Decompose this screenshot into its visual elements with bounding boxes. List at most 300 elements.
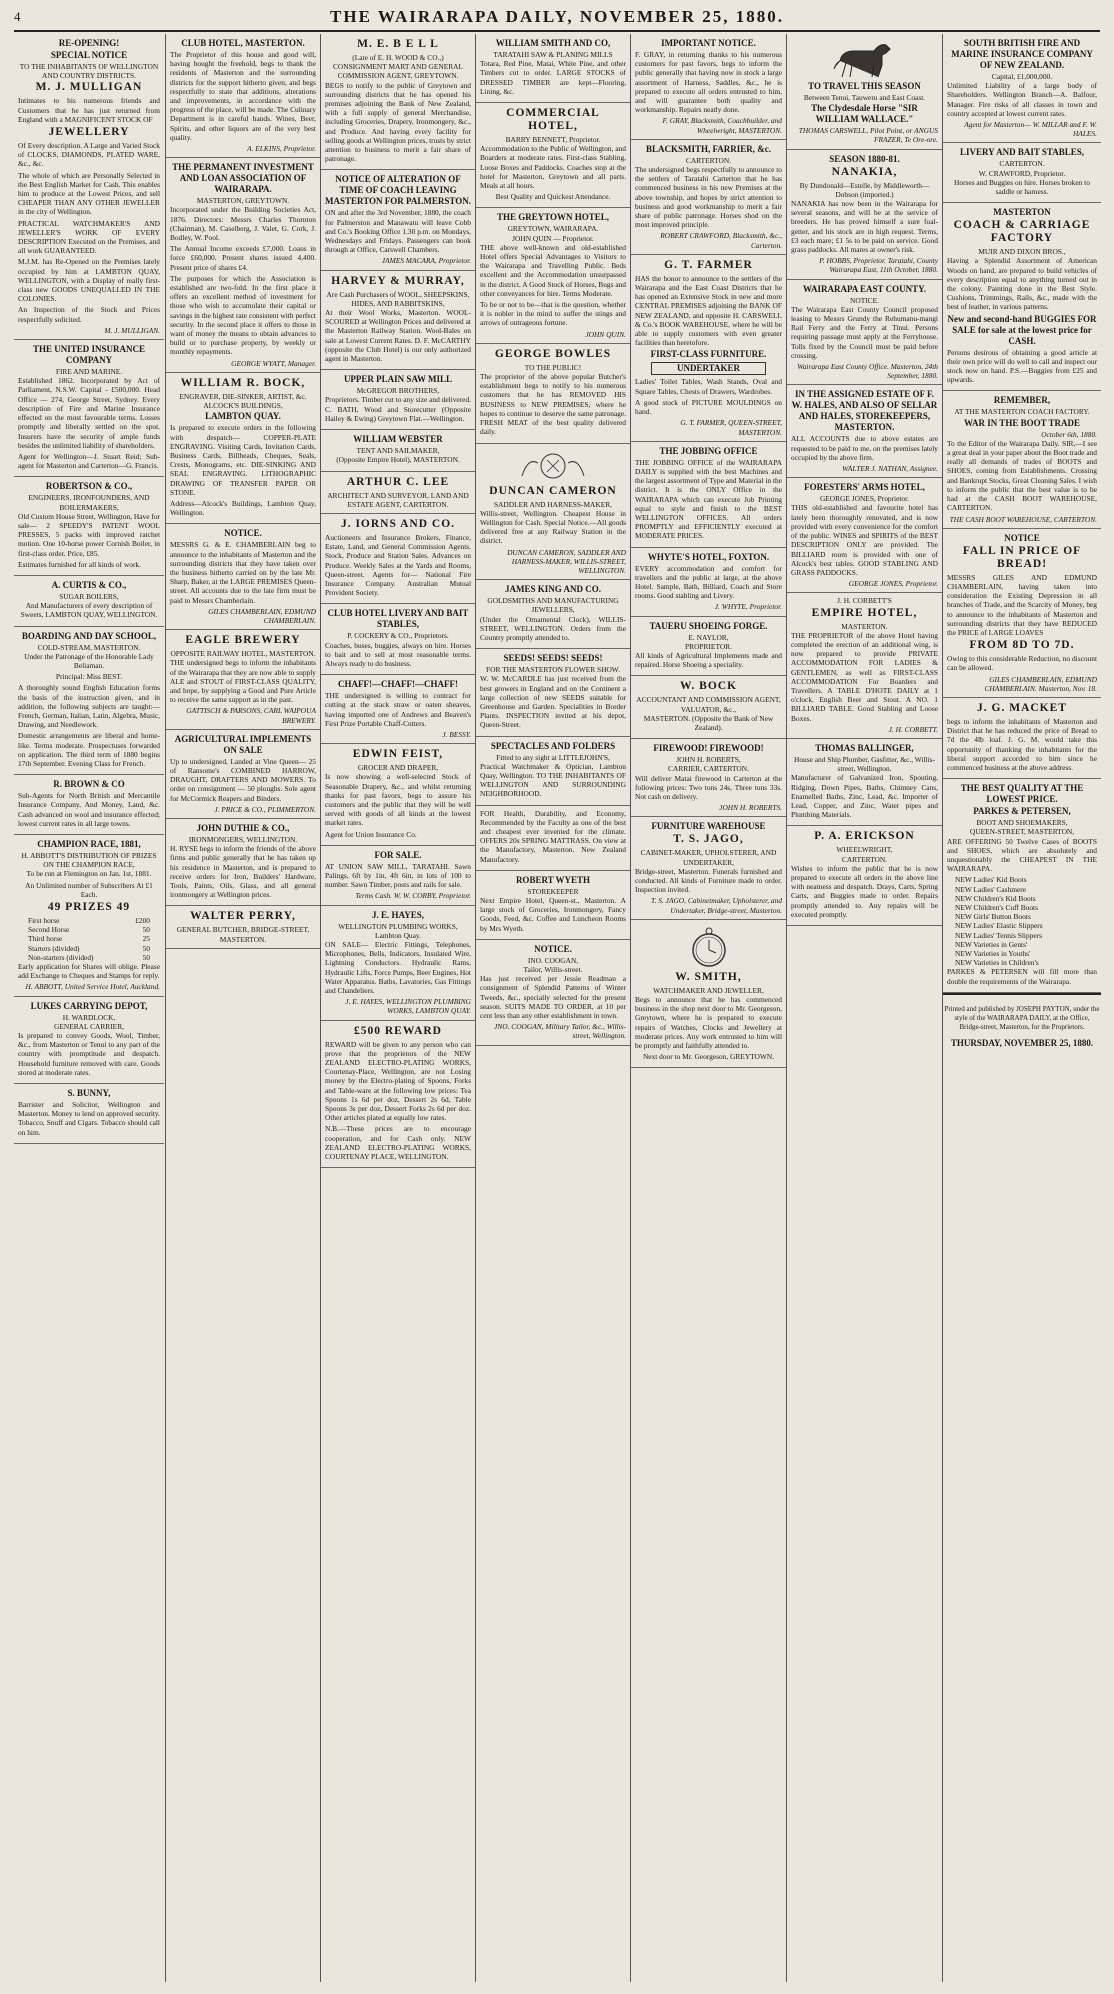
ad-whytes-hotel: [631, 548, 786, 617]
ad-signature: Wairarapa East County Office. Masterton, 24th September, 1880.: [797, 362, 938, 381]
ad-lukes-carrying: [14, 997, 164, 1084]
ad-webster: [321, 430, 475, 471]
ad-mulligan-jeweller: [14, 34, 164, 340]
ad-brown: [14, 775, 164, 835]
ad-text: Next Empire Hotel, Queen-st., Masterton. A large stock of Groceries, Ironmongery, Fancy Goods, Feed, &c. Coffee and Luncheon Rooms by Mrs Wyeth.: [480, 896, 626, 933]
ad-signature: J. BESSY.: [442, 729, 471, 739]
ad-title: The Clydesdale Horse "SIR WILLIAM WALLACE.": [811, 103, 918, 125]
ad-title: R. BROWN & CO: [53, 779, 125, 790]
list-item: NEW Varieties in Youths': [955, 949, 1031, 958]
ad-title: BOARDING AND DAY SCHOOL,: [21, 630, 157, 641]
ad-subtitle: CABINET-MAKER, UPHOLSTERER, AND UNDERTAKER,: [640, 848, 777, 867]
ad-signature: J. H. CORBETT.: [888, 724, 938, 734]
ad-title: BLACKSMITH, FARRIER, &c.: [645, 143, 772, 154]
ad-text: Intimates to his numerous friends and Customers that he has just returned from England with a MAGNIFICENT STOCK OF: [18, 96, 160, 124]
ad-signature: A. ELKINS, Proprietor.: [247, 144, 316, 154]
list-item: NEW Girls' Button Boots: [955, 912, 1031, 922]
ad-text: Up to undersigned, Landed at Vine Queen— 25 of Ransome's COMBINED HARROW, DRAUGHT, DRAFTERS AND MOWERS. To order on consignment — 50 ploughs. Sole agent for McCormick Reapers and Binders.: [170, 756, 316, 803]
ad-text: The Annual Income exceeds £7,000. Loans in force £60,000. Present shares issued 4,400. Present price of shares £4.: [170, 244, 316, 272]
ad-title: £500 REWARD: [354, 1024, 442, 1037]
ad-text: MESSRS GILES AND EDMUND CHAMBERLAIN, having taken into consideration the Existing Depression in all branches of Trade, and the Scarcity of Money, beg to announce to the inhabitants of Masterton and surrounding districts that they have REDUCED the PRICE of LARGE LOAVES: [947, 572, 1097, 637]
ad-text: Under the Patronage of the Honorable Lady Beliaman.: [24, 651, 154, 670]
ad-text: Ladies' Toilet Tables, Wash Stands, Oval and Square Tables, Chests of Drawers, Wardrobes.: [635, 377, 782, 396]
ad-text: Early application for Shares will oblige. Please add Exchange to Cheques and Stamps for reply.: [18, 962, 160, 981]
ad-text: Next door to Mr. Georgeson, GREYTOWN.: [642, 1052, 775, 1062]
ad-text: THE above well-known and old-established Hotel offers Special Advantages to Visitors to the Wairarapa and Travelling Public. Beds excellent and the Accommodation unsurpassed in the district. A Good Stock of Horses, Bugs and other conveyances for hire. Terms Moderate.: [480, 242, 626, 298]
ad-text: F. GRAY, in returning thanks to his numerous customers for past favors, begs to inform the public generally that having now in stock a large assortment of Harness, Saddles, &c., he is prepared to execute all orders entrusted to him, and will guarantee both quality and workmanship. Repairs neatly done.: [635, 50, 782, 115]
prize-line: [18, 934, 160, 943]
ad-text: REWARD will be given to any person who can prove that the proprietors of the NEW ZEALAND ELECTRO-PLATING WORKS, Courtenay-Place, Wellington, are not Losing money by the Electro-plating of Spoons, Forks and Table-ware at the following low prices: Tea Spoons 1s 6d per doz, Dessert 2s 6d, Table Spoons 3s per doz, Dessert Forks 2s 6d per doz. Other articles plated at equally low rates.: [325, 1039, 471, 1123]
ad-signature: THE CASH BOOT WAREHOUSE, CARTERTON.: [949, 514, 1097, 524]
ad-signature: JOHN QUIN.: [585, 329, 626, 339]
ad-title: THOMAS BALLINGER,: [815, 742, 914, 753]
ad-text: TO THE INHABITANTS OF WELLINGTON AND COUNTRY DISTRICTS.: [19, 62, 159, 81]
ad-text: The whole of which are Personally Selected in the Best English Market for Cash. This enables him to produce at the Lowest Prices, and sell CHEAPER THAN ANY OTHER JEWELLER in the city of Wellington.: [18, 170, 160, 217]
ad-subtitle: WHEELWRIGHT,: [836, 845, 893, 855]
ad-nanakia: [787, 150, 942, 280]
ad-signature: J. WHYTE, Proprietor.: [714, 602, 782, 612]
ad-subtitle: TARATAHI SAW & PLANING MILLS: [493, 50, 613, 59]
ad-ballinger: [787, 739, 942, 826]
ad-title: S. BUNNY,: [67, 1088, 111, 1099]
ad-signature: ROBERT CRAWFORD, Blacksmith, &c., Carterton.: [660, 231, 782, 250]
ad-text: Barrister and Solicitor, Wellington and Masterton. Money to lend on approved security. Tobacco, Snuff and Cigars. Tobacco should call on him.: [18, 1100, 160, 1137]
ad-travel-wallace: [787, 34, 942, 150]
ad-text: Owing to this considerable Reduction, no discount can be allowed.: [947, 654, 1097, 673]
ad-text: ALL ACCOUNTS due to above estates are requested to be paid to me, on the premises lately occupied by the above firm.: [791, 434, 938, 462]
prize-label: PRIZES: [65, 901, 113, 914]
ad-title: COACH & CARRIAGE FACTORY: [953, 219, 1091, 245]
ad-text: The undersigned begs respectfully to announce to the settlers of Taratahi Carterton that he has commenced business in his new Premises at the above township, and hopes by strict attention to business and good workmanship to merit a fair share of public patronage. Horses shod on the most improved principle.: [635, 165, 782, 230]
ad-title: LIVERY AND BAIT STABLES,: [959, 147, 1085, 158]
ad-text: BEGS to notify to the public of Greytown and surrounding districts that he has opened his premises adjoining the Bank of New Zealand, with a full supply of general Merchandise, including Groceries, Drapery, Ironmongery, &c., and Produce. And having every facility for selling goods at Wellington prices, trusts by strict attention to business to merit a fair share of patronage.: [325, 80, 471, 164]
ad-subtitle: By Dundonald—Estelle, by Middleworth—Dobson (imported.): [799, 180, 930, 199]
ad-boot-trade: [943, 391, 1101, 528]
ad-smith-sawmill: [476, 34, 630, 103]
ad-title: IMPORTANT NOTICE.: [661, 38, 756, 48]
ad-subtitle: FIRE AND MARINE.: [55, 367, 123, 377]
ad-signature: T. S. JAGO, Cabinetmaker, Upholsterer, and Undertaker, Bridge-street, Masterton.: [651, 896, 782, 915]
newspaper-title: THE WAIRARAPA DAILY, NOVEMBER 25, 1880.: [330, 7, 784, 26]
ad-text: THE undersigned is willing to contract for cutting at the stack straw or oaten sheaves, having imported one of Andrews and Beaven's First Prize Portable Chaff-Cutters.: [325, 691, 471, 728]
ad-title: THE JOBBING OFFICE: [659, 445, 758, 456]
ad-title: FOR SALE.: [374, 849, 422, 860]
ad-text: ON and after the 3rd November, 1880, the coach for Palmerston and Manawatu will leave Cobb and Co.'s Booking Office 1.30 p.m. on Mondays, Wednesdays and Fridays. Passengers can book through at Office, Carswell Chambers.: [325, 208, 471, 255]
list-item: NEW Ladies' Kid Boots: [955, 875, 1027, 885]
ad-title: M. J. MULLIGAN: [35, 81, 143, 94]
ad-title: P. A. ERICKSON: [814, 830, 915, 843]
ad-littlejohn: [476, 737, 630, 806]
ad-title: W. SMITH,: [675, 970, 742, 983]
ad-title: AGRICULTURAL IMPLEMENTS ON SALE: [174, 733, 312, 755]
ad-text: Totara, Red Pine, Matai, White Pine, and other Timbers cut to order. LARGE STOCKS of DRESSED TIMBER are kept—Flooring, Lining, &c.: [480, 59, 626, 96]
ad-livery-stables: [321, 604, 475, 675]
ad-title: FORESTERS' ARMS HOTEL,: [804, 482, 925, 493]
ad-subtitle: MASTERTON.: [841, 621, 888, 631]
ad-title: ROBERTSON & CO.,: [45, 481, 133, 492]
ad-text: Wishes to inform the public that he is now prepared to execute all orders in the above line with neatness and despatch. Drays, Carts, Spring Carts, and Buggies made to order. Repairs promptly attended to. Any repairs will be executed promptly.: [791, 863, 938, 919]
ad-text: FOR Health, Durability, and Economy, Recommended by the Faculty as one of the best and cheapest ever invented for the climate. OFFERS 20s SPRING MATTRASS. On view at the Manufactory, Masterton. New Zealand Manufactory.: [480, 808, 626, 864]
ad-signature: DUNCAN CAMERON, SADDLER AND HARNESS-MAKER, WILLIS-STREET, WELLINGTON.: [507, 547, 626, 575]
ad-text: Having a Splendid Assortment of American Woods on hand, are prepared to build vehicles of every description equal to anything turned out in the colony. Painting done in the Best Style. Cushions, Trimmings, Rails, &c., made with the best of leather, in various patterns.: [947, 256, 1097, 312]
ad-signature: GILES CHAMBERLAIN, EDMUND CHAMBERLAIN. Masterton, Nov. 18.: [984, 674, 1097, 693]
ad-subtitle: GENERAL CARRIER,: [54, 1021, 124, 1031]
ad-text: Will deliver Matai firewood in Carterton at the following prices: Two tons 24s, Three tons 33s. Not cash on delivery.: [635, 773, 782, 801]
ad-signature: Agent for Masterton— W. MILLAR and F. W. HALES.: [964, 120, 1097, 139]
ad-subtitle: COLD-STREAM, MASTERTON.: [37, 642, 141, 652]
ad-subtitle: Tailor, Willis-street.: [523, 965, 583, 975]
ad-lee-architect: [321, 472, 475, 514]
ad-title: EMPIRE HOTEL,: [811, 606, 918, 619]
prize-amount: 25: [142, 934, 150, 944]
ad-text: AT UNION SAW MILL, TARATAHI. Sawn Palings, 6ft by 1in, 4ft 6in, in lots of 100 to number. Sawn Timber, posts and rails for sale.: [325, 861, 471, 890]
ad-subtitle: W. CRAWFORD, Proprietor.: [978, 168, 1066, 178]
ad-text: All kinds of Agricultural Implements made and repaired. Horse Shoeing a speciality.: [635, 650, 782, 670]
list-item: NEW Varieties in Children's: [955, 958, 1039, 968]
prize-amount: 50: [142, 925, 150, 935]
prize-line: [18, 944, 160, 953]
ad-signature: M. J. MULLIGAN.: [104, 325, 160, 335]
imprint-text: Printed and published by JOSEPH PAYTON, under the style of the WAIRARAPA DAILY, at the Office, Bridge-street, Masterton, for the Proprietors.: [944, 1004, 1100, 1032]
ad-subtitle: BOOT AND SHOEMAKERS,: [976, 818, 1068, 828]
ad-text: THE JOBBING OFFICE of the WAIRARAPA DAILY is supplied with the best Machines and the largest assortment of Type and Material in the district. It is the ONLY Office in the WAIRARAPA which can execute Job Printing equal to style and finish to the BEST WELLINGTON OFFICES. All orders PROMPTLY and EFFICIENTLY executed at MODERATE PRICES.: [635, 457, 782, 541]
ad-text: Manufacturer of Galvanized Iron, Spouting, Ridging, Down Pipes, Baths, Chimney Cans, Enamelled Baths, Zinc, Lead, &c. Importer of Lead, Copper, and Zinc, Water pipes and Plumbing Materials.: [791, 773, 938, 820]
ad-title: GEORGE BOWLES: [494, 347, 612, 360]
ad-club-hotel: [166, 34, 320, 158]
ad-text: Practical Watchmaker & Optician, Lambton Quay, Wellington. TO THE INHABITANTS OF WELLINGTON AND SURROUNDING NEIGHBORHOOD.: [480, 761, 626, 799]
ad-subtitle: Capital, £1,000,000.: [991, 72, 1053, 81]
ad-text: Principal: Miss BEST.: [55, 672, 123, 682]
ad-title: COMMERCIAL HOTEL,: [506, 107, 600, 133]
ad-subtitle: STOREKEEPER: [527, 886, 579, 896]
ad-crawford-blacksmith: [631, 140, 786, 255]
ad-signature: Terms Cash. W. W. CORBY, Proprietor.: [355, 891, 471, 901]
ad-text: NANAKIA has now been in the Wairarapa for several seasons, and will be at the service of breeders. He has proved himself a sure foal-getter, and his stock are in high request. Terms, £3 each mare; £1 5s to be paid on service. Good grass paddocks. All mares at owner's risk.: [791, 199, 938, 255]
ad-title: TO TRAVEL THIS SEASON: [808, 81, 921, 91]
list-item: NEW Children's Kid Boots: [955, 893, 1036, 903]
ad-title: LUKES CARRYING DEPOT,: [30, 1000, 148, 1011]
ad-title: FALL IN PRICE OF BREAD!: [962, 544, 1082, 570]
undertaker-banner: UNDERTAKER: [651, 362, 766, 375]
ad-text: Is prepared to execute orders in the following with despatch— COPPER-PLATE ENGRAVING. Visiting Cards, Invitation Cards, Business Cards, Billheads, Cheques, Seals, Crests, Monograms, etc. DIE-SINKING AND SEAL ENGRAVING. LITHOGRAPHIC DRAWING OF TRANSFER PAPER OR STONE.: [170, 423, 316, 497]
list-item: NEW Children's Cuff Boots: [955, 902, 1038, 912]
ad-title: IN THE ASSIGNED ESTATE OF F. W. HALES, AND ALSO OF SELLAR AND HALES, STOREKEEPERS, MASTERTON.: [791, 389, 938, 433]
ad-subtitle: Are Cash Purchasers of WOOL, SHEEPSKINS, HIDES, AND RABBITSKINS,: [326, 289, 470, 308]
ad-chamberlain-notice: [166, 524, 320, 630]
ad-text: To be or not to be—that is the question, whether it is nobler in the mind to suffer the stings and arrows of outrageous fortune.: [480, 300, 626, 328]
ad-upper-plain: [321, 370, 475, 430]
ad-title: CHAMPION RACE, 1881,: [37, 839, 141, 849]
ad-title: CLUB HOTEL LIVERY AND BAIT STABLES,: [327, 608, 469, 630]
ad-text: The purposes for which the Association is established are two-fold. In the first place it offers an excellent method of investment for those who wish to accumulate their capital or savings in the highest rate consistent with perfect security. In the second place it offers to those in want of money the means to obtain advances to build or to purchase property, by weekly or monthly repayments.: [170, 273, 316, 357]
ad-subtitle: GREYTOWN, WAIRARAPA.: [507, 224, 599, 234]
ad-signature: JOHN H. ROBERTS.: [719, 803, 782, 813]
ad-date: October 6th, 1880.: [1041, 429, 1097, 439]
ad-subtitle: AT THE MASTERTON COACH FACTORY.: [954, 407, 1090, 417]
ad-shoeing-forge: [631, 617, 786, 677]
ad-subtitle: H. WARDLOCK,: [62, 1012, 116, 1022]
ad-title: CHAFF!—CHAFF!—CHAFF!: [338, 679, 458, 690]
ad-parkes-petersen: [943, 779, 1101, 993]
ad-title: WILLIAM R. BOCK,: [180, 376, 306, 389]
ad-signature: JAMES MACARA, Proprietor.: [381, 256, 471, 266]
ad-title: TAUERU SHOEING FORGE.: [649, 620, 768, 631]
column-4: [475, 34, 630, 1982]
ad-text: To be run at Flemington on Jan. 1st, 1881.: [26, 869, 152, 879]
watch-illustration: [689, 925, 729, 969]
ad-text: Domestic arrangements are liberal and home-like. Terms moderate. Prospectuses forwarded on application. The third term of 1880 begins 17th September. Evening Class for French.: [18, 731, 160, 768]
ad-title: T. S. JAGO,: [673, 833, 744, 846]
ad-subtitle: CARTERTON.: [999, 159, 1045, 169]
ad-text: Address—Alcock's Buildings, Lambton Quay, Wellington.: [170, 498, 316, 518]
ad-subtitle: GOLDSMITHS AND MANUFACTURING JEWELLERS,: [487, 596, 619, 615]
ad-subtitle: WELLINGTON PLUMBING WORKS, Lambton Quay.: [338, 921, 458, 940]
ad-george-bowles: [476, 344, 630, 444]
boot-list: [947, 875, 1097, 967]
ad-text: Auctioneers and Insurance Brokers, Finance, Estate, Land, and General Commission Agents. Stock, Produce and Station Sales. Advances on Produce. Weekly Sales at the Yards and Rooms, Queen-street. Agents for— National Fire Insurance Company. Australian Mutual Provident Society.: [325, 532, 471, 598]
ad-text: N.B.—These prices are to encourage cooperation, and for Cash only. NEW ZEALAND ELECTRO-PLATING WORKS, COURTENAY PLACE, WELLINGTON.: [325, 1124, 471, 1162]
prize-count: 49: [116, 901, 131, 914]
ad-text: MESSRS G. & E. CHAMBERLAIN beg to announce to the inhabitants of Masterton and the surrounding districts that they have taken over the business hitherto carried on by the late Mr. Sharp, Baker, at the LARGE PREMISES Queen-street. All accounts due to the late firm must be paid to Messrs Chamberlain.: [170, 540, 316, 605]
ad-subtitle: PROPRIETOR.: [685, 641, 732, 651]
ad-commercial-hotel: [476, 103, 630, 208]
ad-text: An Unlimited number of Subscribers At £1 Each.: [25, 880, 153, 899]
ad-title: MASTERTON: [993, 207, 1051, 218]
ad-text: An Inspection of the Stock and Prices respectfully solicited.: [18, 305, 160, 324]
ad-text: H. RYSE begs to inform the friends of the above firms and public generally that he has taken up his residence in Masterton, and is prepared to receive orders for Iron, Builders' Hardware, Tools, Paints, Oils, Glass, and all general ironmongery at Wellington prices.: [170, 844, 316, 900]
prize-line: [18, 953, 160, 962]
column-1: [14, 34, 164, 1982]
list-item: NEW Ladies' Tennis Slippers: [955, 930, 1042, 940]
ad-title: DUNCAN CAMERON: [489, 484, 617, 497]
ad-text: Horses and Buggies on hire. Horses broken to saddle or harness.: [954, 177, 1090, 197]
ad-subtitle: House and Ship Plumber, Gasfitter, &c., Willis-street, Wellington.: [793, 754, 936, 774]
ad-title: A. CURTIS & CO.,: [51, 579, 127, 590]
ad-title: THE UNITED INSURANCE COMPANY: [32, 344, 146, 366]
ad-subtitle: SUGAR BOILERS,: [59, 591, 119, 601]
ad-subtitle: TENT AND SAILMAKER,: [356, 446, 440, 456]
ad-subtitle: NOTICE.: [850, 295, 879, 305]
ad-jobbing-office: [631, 442, 786, 548]
ad-feist: [321, 744, 475, 846]
ad-curtis: [14, 576, 164, 627]
ad-text: THE PROPRIETOR of the above Hotel having completed the erection of an additional wing, is now prepared to provide PRIVATE ACCOMMODATION FOR LADIES & GENTLEMEN, as well as FIRST-CLASS ACCOMMODATION For Boarders and Travellers. A TABLE D'HOTE DAILY at 1 o'clock. English Beer and Stout. A NO. 1 BILLIARD TABLE. Good Stabling and Loose Boxes.: [791, 630, 938, 723]
ad-james-king: [476, 580, 630, 649]
ad-subtitle: Between Tenui, Tauweru and East Coast.: [803, 93, 926, 102]
ad-title: SPECTACLES AND FOLDERS: [490, 740, 616, 751]
ad-text: The proprietor of the above popular Butcher's establishment begs to notify to his numerous customers that he has REMOVED HIS BUSINESS to NEW PREMISES, where he hopes to continue to deserve the same patronage. FRESH MEAT of the best quality delivered daily.: [480, 372, 626, 437]
ad-subtitle: ENGINEERS, IRONFOUNDERS, AND BOILERMAKERS,: [28, 493, 150, 512]
ad-title: ROBERT WYETH: [515, 874, 591, 885]
ad-subtitle: CARTERTON.: [685, 155, 732, 165]
ad-robertson: [14, 477, 164, 576]
column-7: [942, 34, 1101, 1982]
ad-title: W. BOCK: [679, 680, 738, 693]
prize-place: Starters (divided): [28, 943, 80, 953]
ad-text: Has just received per Jessie Readman a consignment of Splendid Patterns of Winter Tweeds, &c., specially selected for the present season. SUITS MADE TO ORDER, at 10 per cent less than any other establishment in town.: [480, 974, 626, 1021]
ad-subtitle: E. NAYLOR,: [688, 632, 729, 642]
ad-text: Bridge-street, Masterton. Funerals furnished and conducted. All kinds of Furniture made to order. Inspection invited.: [635, 866, 782, 895]
ad-text: (Under the Ornamental Clock), WILLIS-STREET, WELLINGTON. Orders from the Country promptly attended to.: [480, 614, 626, 642]
ad-title: WALTER PERRY,: [190, 910, 296, 923]
ad-subtitle: TO THE PUBLIC!: [524, 362, 582, 372]
ad-subtitle: BARRY BENNETT, Proprietor.: [505, 135, 601, 145]
column-6: [786, 34, 942, 1982]
imprint-date: THURSDAY, NOVEMBER 25, 1880.: [950, 1038, 1094, 1049]
ad-title: WILLIAM SMITH AND CO,: [495, 38, 611, 48]
ad-farmer-furniture: [631, 255, 786, 442]
prize-line: [18, 916, 160, 925]
prize-amount: 50: [142, 952, 150, 962]
ad-subtitle: JOHN QUIN — Proprietor.: [512, 233, 594, 243]
ad-text: Unlimited Liability of a large body of Shareholders. Wellington Branch—A. Balfour, Manager. Fire risks of all classes in town and country accepted at lowest current rates.: [947, 81, 1097, 118]
ad-signature: GATTISCH & PARSONS, CARL WAIPOUA BREWERY.: [186, 706, 316, 725]
ad-subtitle: FOR THE MASTERTON FLOWER SHOW.: [486, 665, 620, 675]
ad-coach-factory: [943, 203, 1101, 391]
ad-title: ARTHUR C. LEE: [346, 475, 450, 488]
ad-text: Coaches, buses, buggies, always on hire. Horses to bait and to sell at most reasonable terms. Always ready to do business.: [325, 640, 471, 668]
ad-subtitle: QUEEN-STREET, MASTERTON,: [969, 827, 1075, 837]
ad-subtitle: ACCOUNTANT AND COMMISSION AGENT, VALUATOR, &c.,: [636, 695, 781, 714]
ad-empire-hotel: [787, 593, 942, 739]
ad-robert-wyeth: [476, 871, 630, 940]
ad-signature: GEORGE WYATT, Manager.: [231, 358, 316, 368]
ad-text: Proprietors. Timber cut to any size and delivered. C. BATH, Wood and Storecutter (Opposite Hailey & Ewing) Greytown Flat.—Wellington.: [325, 395, 471, 423]
ad-subtitle: GENERAL BUTCHER, BRIDGE-STREET, MASTERTON.: [176, 925, 310, 944]
ad-text: Begs to announce that he has commenced business in the shop next door to Mr. Georgeson, Greytown, where he is prepared to execute repairs of Watches, Clocks and Jewellery at moderate prices. Any work entrusted to him will be promptly and faithfully attended to.: [635, 995, 782, 1051]
ad-subtitle: MUIR AND DIXON BROS.,: [978, 247, 1066, 257]
ad-subtitle: (Late of E. H. WOOD & CO.,) CONSIGNMENT MART AND GENERAL COMMISSION AGENT, GREYTOWN.: [332, 53, 464, 81]
ad-macket: [943, 698, 1101, 779]
masthead: [14, 4, 1100, 32]
ad-foresters-arms: [787, 478, 942, 593]
ad-text: The Proprietor of this house and good will, having bought the freehold, begs to thank the residents of Masterton and the surrounding districts for the support hitherto given, and begs respectfully to state that additions, alterations and improvements, in accordance with the progress of the place, will be made. The Culinary Department is in careful hands. Wines, Beer, Spirits, and other liquors are of the very best quality.: [170, 50, 316, 142]
ad-title: New and second-hand BUGGIES FOR SALE for sale at the lowest price for CASH.: [947, 313, 1097, 346]
ad-signature: JNO. COOGAN, Military Tailor, &c., Willis-street, Wellington.: [494, 1022, 626, 1041]
ad-subtitle: WATCHMAKER AND JEWELLER,: [653, 985, 764, 995]
ad-text: Accommodation to the Public of Wellington, and Boarders at moderate rates. First-class Stabling, Loose Boxes and Paddocks. Coaches stop at the hotel for Masterton, Greytown and all parts. Meals at all hours.: [480, 144, 626, 191]
ad-title: FURNITURE WAREHOUSE: [651, 821, 766, 832]
ad-text: ON SALE— Electric Fittings, Telephones, Microphones, Bells, Indicators, Insulated Wire, Lightning Conductors. Hydraulic Rams, Hydraulic Lifts, Force Pumps, Beer Engines, Hot Water Apparatus. Baths, Lavatories, Gas Fittings and Chandeliers.: [325, 940, 471, 996]
ad-title: [18, 901, 160, 914]
ad-text: begs to inform the inhabitants of Masterton and District that he has reduced the price of Bread to 7d the 4lb loaf. J. G. M. would take this opportunity of thanking the inhabitants for the liberal support accorded to him since he commenced business at the above address.: [947, 716, 1097, 772]
ad-coogan-tailor: [476, 940, 630, 1046]
ad-coach-notice: [321, 170, 475, 270]
ad-title: EDWIN FEIST,: [352, 748, 444, 761]
ad-title: THE PERMANENT INVESTMENT AND LOAN ASSOCIATION OF WAIRARAPA.: [172, 162, 314, 195]
ad-livery-carterton: [943, 143, 1101, 203]
ad-bread-price: [943, 529, 1101, 698]
ad-title: WAIRARAPA EAST COUNTY.: [802, 283, 927, 294]
ad-bock-engraver: [166, 373, 320, 524]
ad-text: Agent for Union Insurance Co.: [325, 829, 417, 839]
ad-title: SEEDS! SEEDS! SEEDS!: [503, 653, 603, 664]
ad-text: THIS old-established and favourite hotel has lately been thoroughly renovated, and is now provided with every convenience for the comfort of the public. WINES and SPIRITS of the BEST DESCRIPTION ONLY are provided. The BILLIARD room is provided with one of Alcock's best tables. GOOD STABLING AND GRASS PADDOCKS.: [791, 503, 938, 577]
ad-text: Established 1862. Incorporated by Act of Parliament, N.S.W. Capital - £500,000. Head Office — 274, George Street, Sydney. Every description of Fire and Marine Insurance effected on the most favourable terms. Losses promptly and liberally settled on the spot. Insurers have the security of ample funds besides the unlimited liability of shareholders.: [18, 376, 160, 450]
ad-duncan-cameron: [476, 444, 630, 581]
ad-signature: GEORGE JONES, Proprietor.: [848, 579, 938, 589]
ad-wairarapa-east-county: [787, 280, 942, 386]
ad-subtitle: SADDLER AND HARNESS-MAKER,: [493, 499, 613, 509]
list-item: NEW Ladies' Cashmere: [955, 884, 1026, 894]
list-item: NEW Ladies' Elastic Slippers: [955, 921, 1043, 931]
ad-subtitle: H. ABBOTT'S DISTRIBUTION OF PRIZES: [21, 851, 157, 860]
ad-bell-consignment: [321, 34, 475, 170]
ad-text: The Wairarapa East County Council proposed leasing to Messrs Grundy the Rehumanu-mangi Rail Ferry and the Ferry at Tinui. Persons requiring passage must apply at the Ferryhouse. Tolls fixed by the Council must be paid before crossing.: [791, 304, 938, 360]
ad-subtitle: P. COCKERY & CO., Proprietors.: [347, 631, 449, 641]
ad-subtitle: MASTERTON, GREYTOWN.: [196, 196, 290, 206]
ad-title: M. E. B E L L: [357, 38, 439, 50]
ad-title: PARKES & PETERSEN,: [973, 806, 1071, 817]
ad-signature: P. HOBBS, Proprietor. Taratahi, County Wairarapa East, 11th October, 1880.: [819, 256, 938, 275]
ad-text: A good stock of PICTURE MOULDINGS on hand.: [635, 397, 782, 417]
ad-text: Is now showing a well-selected Stock of Seasonable Drapery, &c., and whilst returning thanks for past favors, begs to assure his customers and the public that they will be well served with goods of all kinds at the lowest market rates.: [325, 772, 471, 828]
ad-title: EAGLE BREWERY: [185, 634, 301, 647]
ad-title: NOTICE.: [224, 528, 262, 539]
ad-subtitle: GEORGE JONES, Proprietor.: [819, 494, 910, 504]
ad-permanent-investment: [166, 158, 320, 373]
ad-title: WHYTE'S HOTEL, FOXTON.: [647, 551, 770, 562]
ad-title: WILLIAM WEBSTER: [353, 434, 443, 445]
ad-title: JEWELLERY: [48, 126, 130, 139]
ad-firewood: [631, 739, 786, 817]
prize-place: First horse: [28, 916, 60, 926]
ad-iorns: [321, 514, 475, 604]
ad-south-british: [943, 34, 1101, 143]
ad-signature: J. E. HAYES, WELLINGTON PLUMBING WORKS, LAMBTON QUAY.: [345, 997, 471, 1016]
ad-signature: F. GRAY, Blacksmith, Coachbuilder, and Wheelwright, MASTERTON.: [662, 116, 782, 135]
ad-title: JAMES KING AND CO.: [504, 584, 601, 595]
ad-seeds: [476, 649, 630, 736]
prize-place: Non-starters (divided): [28, 952, 94, 962]
ad-implements: [166, 730, 320, 819]
ad-champion-race: [14, 835, 164, 997]
ad-text: To the Editor of the Wairarapa Daily. SIR,—I see a great deal in your paper about the Boot trade and really all demands of trades of BOOTS and SHOES, coming from Establishments. Crossing and Bankrupt Stocks, Great Cleaning Sales. I wish to inform the public that the best value is to be had at the CASH BOOT WAREHOUSE, CARTERTON.: [947, 438, 1097, 513]
ad-text: Best Quality and Quickest Attendance.: [495, 192, 611, 202]
ad-subtitle: ENGRAVER, DIE-SINKER, ARTIST, &c. ALCOCK'S BUILDINGS,: [179, 391, 307, 411]
ad-title: NOTICE OF ALTERATION OF TIME OF COACH LEAVING MASTERTON FOR PALMERSTON.: [325, 174, 471, 207]
ad-signature: WALTER J. NATHAN, Assignee.: [842, 464, 938, 474]
prize-amount: £200: [135, 916, 150, 926]
ad-reward: [321, 1021, 475, 1169]
ad-subtitle: Fitted to any sight at LITTLEJOHN'S,: [496, 752, 610, 762]
ad-subtitle: GROCER AND DRAPER,: [357, 763, 439, 773]
prize-place: Third horse: [28, 934, 63, 944]
prize-line: [18, 925, 160, 934]
ad-subtitle: IRONMONGERS, WELLINGTON.: [188, 835, 298, 844]
ad-text: Of Every description. A Large and Varied Stock of CLOCKS, DIAMONDS, PLATED WARE, &c., &c.: [18, 141, 160, 169]
ad-subtitle: INO. COOGAN,: [527, 955, 579, 965]
ad-text: Is prepared to convey Goods, Wool, Timber, &c., from Masterton or Tenui to any part of the country with promptitude and despatch. Household furniture removed with care. Goods stored at moderate rates.: [18, 1031, 160, 1077]
ad-subtitle: CARRIER, CARTERTON.: [668, 764, 749, 774]
column-5: [630, 34, 786, 1982]
ad-heading: SPECIAL NOTICE: [50, 50, 128, 60]
ad-title: THE GREYTOWN HOTEL,: [496, 212, 610, 223]
ad-text: HAS the honor to announce to the settlers of the Wairarapa and the East Coast Districts that he has opened an Extensive Stock in new and more CENTRAL PREMISES adjoining the BANK OF NEW ZEALAND, and opposite H. CARSWELL & Co.'s BOOK WAREHOUSE, where he will be able to supply customers with even greater facilities than heretofore.: [635, 273, 782, 348]
ad-for-sale: [321, 846, 475, 906]
ad-text: Incorporated under the Building Societies Act, 1876. Directors: Messrs Charles Thornton (Chairman), M. Caselberg, J. Valet, G. Cork, J. Bodley, W. Pool.: [170, 205, 316, 243]
ad-w-smith-watchmaker: [631, 920, 786, 1069]
ad-subtitle: ARCHITECT AND SURVEYOR, LAND AND ESTATE AGENT, CARTERTON.: [327, 490, 469, 509]
prize-amount: 50: [142, 943, 150, 953]
ad-title: J. G. MACKET: [977, 701, 1067, 714]
ad-title: JOHN DUTHIE & CO.,: [196, 823, 290, 833]
ad-text: Persons desirous of obtaining a good article at their own price will do well to call and inspect our stock now on hand. P.S.—Buggies from £25 and upwards.: [947, 347, 1097, 385]
horse-illustration: [830, 39, 900, 79]
ad-title: FIRST-CLASS FURNITURE.: [650, 349, 767, 360]
ad-title: THE BEST QUALITY AT THE LOWEST PRICE.: [960, 783, 1084, 805]
royal-arms-illustration: [508, 449, 598, 483]
